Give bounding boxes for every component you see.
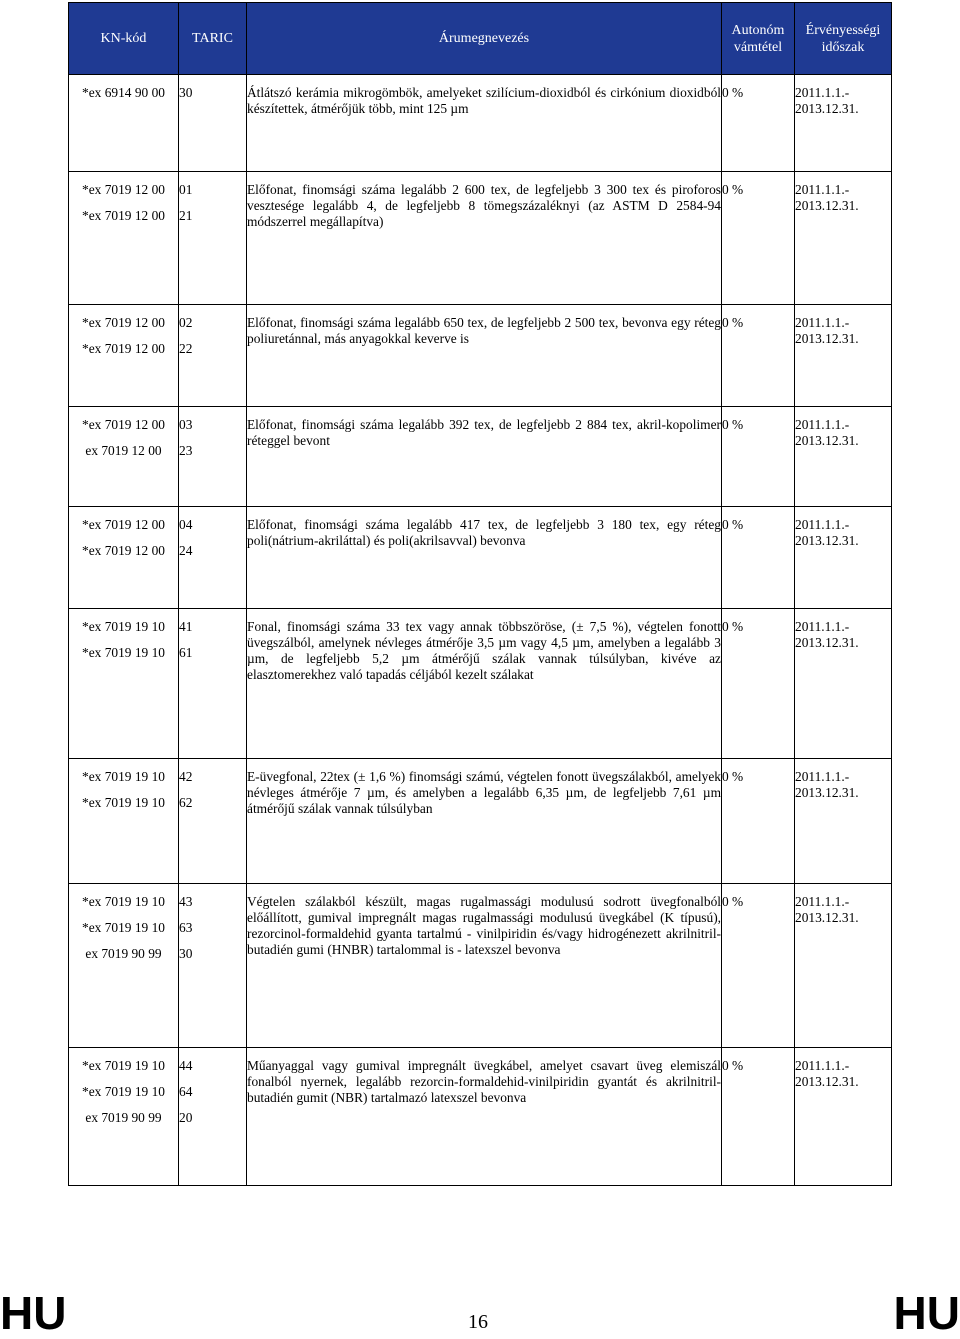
period-end: 2013.12.31. [795, 433, 859, 448]
kn-code-cell [69, 75, 179, 172]
taric-code: 01 [179, 182, 193, 197]
description-cell [247, 172, 722, 305]
taric-code: 61 [179, 645, 193, 660]
period-end: 2013.12.31. [795, 533, 859, 548]
rate-value: 0 % [722, 619, 744, 634]
description-text: Előfonat, finomsági száma legalább 650 tex, de legfeljebb 2 500 tex, bevonva egy réteg poliuretánnal, más anyagokkal keverve is [247, 315, 721, 346]
kn-code: *ex 7019 12 00 [82, 315, 165, 330]
language-mark-left: HU [0, 1287, 67, 1339]
table-row [69, 407, 892, 507]
taric-code: 30 [179, 85, 193, 100]
taric-code: 22 [179, 341, 193, 356]
header-taric: TARIC [179, 3, 247, 75]
period-start: 2011.1.1.- [795, 85, 850, 100]
kn-code-cell [69, 609, 179, 759]
description-text: Előfonat, finomsági száma legalább 2 600 tex, de legfeljebb 3 300 tex és piroforos vesztesége legalább 4, de legfeljebb 8 tömegszázaléknyi (az ASTM D 2584-94 módszerrel megállapítva) [247, 182, 721, 229]
table-header [69, 3, 892, 75]
rate-cell [722, 884, 795, 1048]
kn-code: *ex 7019 19 10 [82, 769, 165, 784]
kn-code: *ex 7019 19 10 [82, 894, 165, 909]
header-rate-line2: vámtétel [733, 39, 783, 55]
taric-code: 02 [179, 315, 193, 330]
header-period [795, 3, 892, 75]
description-text: Műanyaggal vagy gumival impregnált üvegkábel, amelyet csavart üveg elemiszál fonalból nyernek, legalább rezorcin-formaldehid-vinilpiridin gyantát és akrilnitril-butadién gumit (NBR) tartalmazó latexszel bevonva [247, 1058, 721, 1105]
rate-cell [722, 75, 795, 172]
rate-value: 0 % [722, 315, 744, 330]
period-end: 2013.12.31. [795, 785, 859, 800]
period-start: 2011.1.1.- [795, 894, 850, 909]
period-end: 2013.12.31. [795, 1074, 859, 1089]
rate-value: 0 % [722, 1058, 744, 1073]
taric-code: 64 [179, 1084, 193, 1099]
taric-code: 43 [179, 894, 193, 909]
description-cell [247, 759, 722, 884]
kn-code: *ex 7019 19 10 [82, 645, 165, 660]
period-start: 2011.1.1.- [795, 769, 850, 784]
header-description: Árumegnevezés [247, 3, 722, 75]
rate-cell [722, 759, 795, 884]
description-cell [247, 507, 722, 609]
table-row [69, 1048, 892, 1186]
period-start: 2011.1.1.- [795, 182, 850, 197]
taric-code: 03 [179, 417, 193, 432]
rate-cell [722, 407, 795, 507]
kn-code-cell [69, 507, 179, 609]
rate-value: 0 % [722, 85, 744, 100]
period-cell [795, 305, 892, 407]
rate-cell [722, 1048, 795, 1186]
taric-code-cell [179, 884, 247, 1048]
taric-code: 21 [179, 208, 193, 223]
taric-code: 30 [179, 946, 193, 961]
table-row [69, 305, 892, 407]
table-row [69, 507, 892, 609]
period-cell [795, 609, 892, 759]
kn-code: *ex 7019 12 00 [82, 341, 165, 356]
period-start: 2011.1.1.- [795, 417, 850, 432]
period-end: 2013.12.31. [795, 198, 859, 213]
rate-value: 0 % [722, 182, 744, 197]
kn-code-cell [69, 759, 179, 884]
taric-code: 42 [179, 769, 193, 784]
taric-code-cell [179, 507, 247, 609]
period-end: 2013.12.31. [795, 635, 859, 650]
description-text: Előfonat, finomsági száma legalább 392 tex, de legfeljebb 2 884 tex, akril-kopolimer réteggel bevont [247, 417, 721, 448]
taric-code-cell [179, 172, 247, 305]
description-text: Előfonat, finomsági száma legalább 417 tex, de legfeljebb 3 180 tex, egy réteg poli(nátrium-akriláttal) és poli(akrilsavval) bevonva [247, 517, 721, 548]
rate-cell [722, 172, 795, 305]
period-cell [795, 759, 892, 884]
header-period-line1: Érvényességi [805, 22, 881, 38]
table-row [69, 759, 892, 884]
kn-code-cell [69, 172, 179, 305]
kn-code-cell [69, 1048, 179, 1186]
header-period-line2: időszak [821, 39, 865, 55]
period-cell [795, 884, 892, 1048]
kn-code: ex 7019 90 99 [85, 1110, 162, 1125]
taric-code-cell [179, 759, 247, 884]
taric-code-cell [179, 609, 247, 759]
period-cell [795, 1048, 892, 1186]
description-cell [247, 1048, 722, 1186]
header-kn-code: KN-kód [69, 3, 179, 75]
taric-code: 41 [179, 619, 193, 634]
taric-code-cell [179, 1048, 247, 1186]
kn-code: *ex 7019 12 00 [82, 543, 165, 558]
kn-code: *ex 7019 19 10 [82, 619, 165, 634]
description-text: Átlátszó kerámia mikrogömbök, amelyeket szilícium-dioxidból és cirkónium dioxidból készítettek, átmérőjük több, mint 125 µm [247, 85, 721, 116]
period-start: 2011.1.1.- [795, 619, 850, 634]
period-end: 2013.12.31. [795, 331, 859, 346]
kn-code: *ex 7019 12 00 [82, 208, 165, 223]
period-cell [795, 507, 892, 609]
rate-value: 0 % [722, 417, 744, 432]
kn-code-cell [69, 305, 179, 407]
description-cell [247, 884, 722, 1048]
description-text: E-üvegfonal, 22tex (± 1,6 %) finomsági számú, végtelen fonott üvegszálakból, amelyek névleges átmérője 7 µm, és amelyben a legalább 6,35 µm, de legfeljebb 7,61 µm átmérőjű szálak vannak túlsúlyban [247, 769, 721, 816]
kn-code: *ex 7019 19 10 [82, 1084, 165, 1099]
rate-value: 0 % [722, 517, 744, 532]
description-text: Fonal, finomsági száma 33 tex vagy annak többszöröse, (± 7,5 %), végtelen fonott üvegszálból, amelynek névleges átmérője 3,5 µm vagy 4,5 µm, amelyben a legalább 3 µm, de legfeljebb 5,2 µm átmérőjű szálak vannak túlsúlyban, kivéve az elasztomerekhez való tapadás céljából kezelt szálakat [247, 619, 721, 682]
table-row [69, 172, 892, 305]
period-end: 2013.12.31. [795, 910, 859, 925]
period-start: 2011.1.1.- [795, 1058, 850, 1073]
rate-value: 0 % [722, 769, 744, 784]
kn-code: *ex 7019 12 00 [82, 182, 165, 197]
taric-code: 04 [179, 517, 193, 532]
kn-code: *ex 7019 19 10 [82, 795, 165, 810]
description-text: Végtelen szálakból készült, magas rugalmassági modulusú sodrott üvegfonalból előállított, gumival impregnált magas rugalmassági modulusú üvegkábel (K típusú), rezorcinol-formaldehid gyanta tartalmú - vinilpiridin és/vagy hidrogénezett akrilnitril-butadién gumi (HNBR) tartalommal is - latexszel bevonva [247, 894, 721, 957]
period-cell [795, 75, 892, 172]
period-start: 2011.1.1.- [795, 315, 850, 330]
kn-code: *ex 7019 19 10 [82, 1058, 165, 1073]
table-row [69, 884, 892, 1048]
header-rate [722, 3, 795, 75]
taric-code-cell [179, 407, 247, 507]
page-number: 16 [468, 1311, 488, 1333]
table-row [69, 609, 892, 759]
kn-code: ex 7019 12 00 [85, 443, 162, 458]
taric-code: 20 [179, 1110, 193, 1125]
taric-code: 62 [179, 795, 193, 810]
kn-code: ex 7019 90 99 [85, 946, 162, 961]
period-cell [795, 172, 892, 305]
kn-code-cell [69, 407, 179, 507]
kn-code-cell [69, 884, 179, 1048]
taric-code-cell [179, 305, 247, 407]
rate-cell [722, 305, 795, 407]
description-cell [247, 75, 722, 172]
tariff-table [68, 2, 892, 1186]
kn-code: *ex 6914 90 00 [82, 85, 165, 100]
rate-cell [722, 507, 795, 609]
kn-code: *ex 7019 12 00 [82, 417, 165, 432]
rate-cell [722, 609, 795, 759]
table-body [69, 75, 892, 1186]
description-cell [247, 407, 722, 507]
taric-code: 24 [179, 543, 193, 558]
language-mark-right: HU [893, 1287, 960, 1339]
period-end: 2013.12.31. [795, 101, 859, 116]
taric-code-cell [179, 75, 247, 172]
rate-value: 0 % [722, 894, 744, 909]
period-start: 2011.1.1.- [795, 517, 850, 532]
kn-code: *ex 7019 12 00 [82, 517, 165, 532]
description-cell [247, 305, 722, 407]
description-cell [247, 609, 722, 759]
table-row [69, 75, 892, 172]
kn-code: *ex 7019 19 10 [82, 920, 165, 935]
taric-code: 63 [179, 920, 193, 935]
period-cell [795, 407, 892, 507]
header-rate-line1: Autonóm [731, 22, 785, 38]
taric-code: 44 [179, 1058, 193, 1073]
taric-code: 23 [179, 443, 193, 458]
